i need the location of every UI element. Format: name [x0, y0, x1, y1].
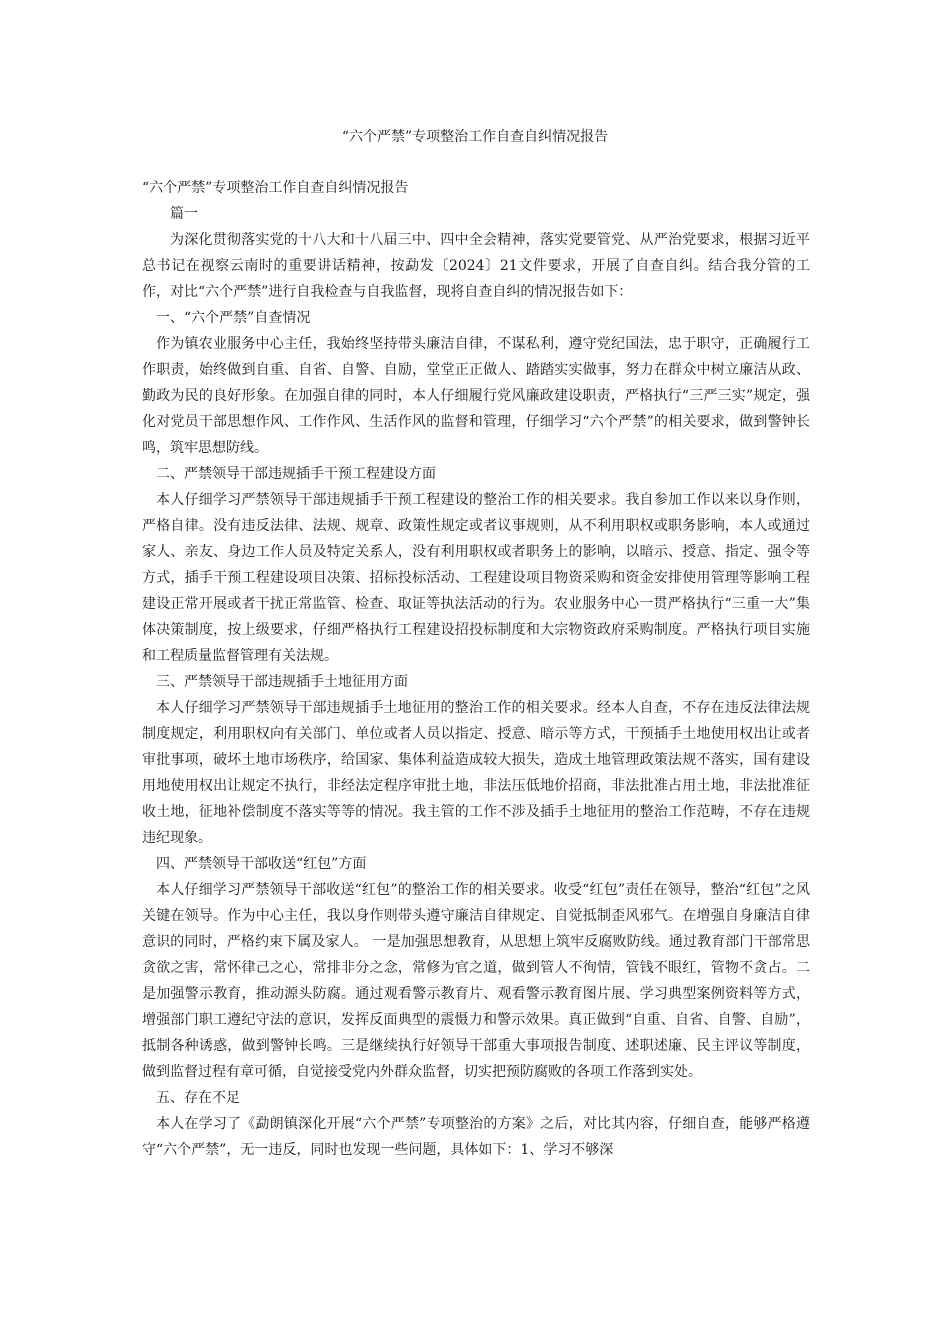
section-heading-3: 三、严禁领导干部违规插手土地征用方面	[156, 674, 408, 690]
section-heading-1: 一、“六个严禁”自查情况	[156, 310, 311, 326]
part-label: 篇一	[170, 206, 198, 222]
section-body-5: 本人在学习了《勐朗镇深化开展“六个严禁”专项整治的方案》之后，对比其内容，仔细自查，能够严格遵守“六个严禁”，无一违反，同时也发现一些问题，具体如下：1、学习不够深	[142, 1116, 810, 1158]
section-body-4: 本人仔细学习严禁领导干部收送“红包”的整治工作的相关要求。收受“红包”责任在领导，整治“红包”之风关键在领导。作为中心主任，我以身作则带头遵守廉洁自律规定、自觉抵制歪风邪气。在增强自身廉洁自律意识的同时，严格约束下属及家人。 一是加强思想教育，从思想上筑牢反腐败防线。通过教育部门干部常思贪欲之害，常怀律己之心，常排非分之念，常修为官之道，做到管人不徇情，管钱不眼红，管物不贪占。二是加强警示教育，推动源头防腐。通过观看警示教育片、观看警示教育图片展、学习典型案例资料等方式，增强部门职工遵纪守法的意识，发挥反面典型的震慑力和警示效果。真正做到“自重、自省、自警、自励”，抵制各种诱惑，做到警钟长鸣。三是继续执行好领导干部重大事项报告制度、述职述廉、民主评议等制度，做到监督过程有章可循，自觉接受党内外群众监督，切实把预防腐败的各项工作落到实处。	[142, 882, 810, 1080]
document-subtitle: “六个严禁”专项整治工作自查自纠情况报告	[142, 180, 409, 196]
section-heading-4: 四、严禁领导干部收送“红包”方面	[156, 856, 367, 872]
document-title: “六个严禁”专项整治工作自查自纠情况报告	[341, 129, 609, 145]
document-body	[142, 175, 810, 1163]
section-heading-2: 二、严禁领导干部违规插手干预工程建设方面	[156, 466, 436, 482]
section-heading-5: 五、存在不足	[156, 1090, 240, 1106]
section-body-3: 本人仔细学习严禁领导干部违规插手土地征用的整治工作的相关要求。经本人自查，不存在违反法律法规制度规定，利用职权向有关部门、单位或者人员以指定、授意、暗示等方式，干预插手土地使用权出让或者审批事项，破坏土地市场秩序，给国家、集体利益造成较大损失，造成土地管理政策法规不落实，国有建设用地使用权出让规定不执行，非经法定程序审批土地，非法压低地价招商，非法批准占用土地，非法批准征收土地，征地补偿制度不落实等等的情况。我主管的工作不涉及插手土地征用的整治工作范畴，不存在违规违纪现象。	[142, 700, 810, 846]
intro-paragraph: 为深化贯彻落实党的十八大和十八届三中、四中全会精神，落实党要管党、从严治党要求，根据习近平总书记在视察云南时的重要讲话精神，按勐发〔2024〕21文件要求，开展了自查自纠。结合我分管的工作，对比“六个严禁”进行自我检查与自我监督，现将自查自纠的情况报告如下：	[142, 232, 810, 300]
section-body-1: 作为镇农业服务中心主任，我始终坚持带头廉洁自律，不谋私利，遵守党纪国法，忠于职守，正确履行工作职责，始终做到自重、自省、自警、自励，堂堂正正做人、踏踏实实做事，努力在群众中树立廉洁从政、勤政为民的良好形象。在加强自律的同时，本人仔细履行党风廉政建设职责，严格执行“三严三实”规定，强化对党员干部思想作风、工作作风、生活作风的监督和管理，仔细学习“六个严禁”的相关要求，做到警钟长鸣，筑牢思想防线。	[142, 336, 810, 456]
section-body-2: 本人仔细学习严禁领导干部违规插手干预工程建设的整治工作的相关要求。我自参加工作以来以身作则，严格自律。没有违反法律、法规、规章、政策性规定或者议事规则，从不利用职权或职务影响，本人或通过家人、亲友、身边工作人员及特定关系人，没有利用职权或者职务上的影响，以暗示、授意、指定、强令等方式，插手干预工程建设项目决策、招标投标活动、工程建设项目物资采购和资金安排使用管理等影响工程建设正常开展或者干扰正常监管、检查、取证等执法活动的行为。农业服务中心一贯严格执行“三重一大”集体决策制度，按上级要求，仔细严格执行工程建设招投标制度和大宗物资政府采购制度。严格执行项目实施和工程质量监督管理有关法规。	[142, 492, 810, 664]
